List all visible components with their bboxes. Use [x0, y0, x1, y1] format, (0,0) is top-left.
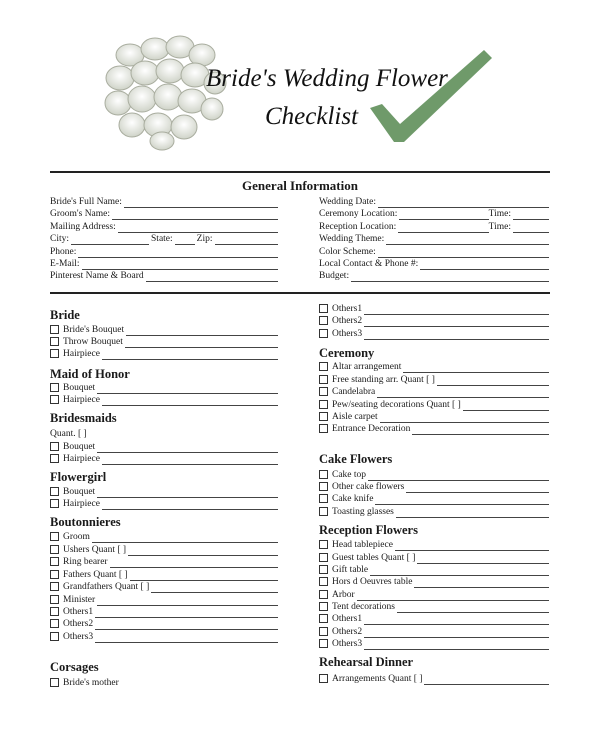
- checklist-item: [50, 581, 278, 593]
- checklist-item-label: Altar arrangement: [332, 362, 402, 372]
- general-field-label: E-Mail:: [50, 259, 80, 269]
- general-field-input[interactable]: [420, 260, 549, 270]
- state-label: State:: [151, 234, 173, 244]
- checklist-item-line[interactable]: [463, 401, 549, 411]
- checklist-item: [319, 423, 549, 435]
- checklist-item-label: Hairpiece: [63, 454, 100, 464]
- checklist-item-line[interactable]: [97, 488, 278, 498]
- general-field-label: Phone:: [50, 247, 77, 257]
- checklist-item: [319, 386, 549, 398]
- checklist-item: [319, 613, 549, 625]
- checklist-item-line[interactable]: [102, 396, 278, 406]
- checklist-item-line[interactable]: [151, 583, 278, 593]
- checkbox[interactable]: [319, 614, 328, 623]
- checklist-item: [50, 441, 278, 453]
- checklist-item-label: Others1: [63, 607, 94, 617]
- checklist-item-label: Free standing arr. Quant [ ]: [332, 375, 435, 385]
- checklist-item: [319, 601, 549, 613]
- checkbox[interactable]: [319, 507, 328, 516]
- checkbox[interactable]: [319, 565, 328, 574]
- checklist-item-line[interactable]: [95, 620, 278, 630]
- checkbox[interactable]: [50, 607, 59, 616]
- checklist-item: [319, 361, 549, 373]
- general-field-input[interactable]: [82, 260, 278, 270]
- checklist-item: [50, 486, 278, 498]
- checklist-item-label: Other cake flowers: [332, 482, 405, 492]
- checklist-item-label: Minister: [63, 595, 96, 605]
- checklist-item: [319, 481, 549, 493]
- checkbox[interactable]: [319, 316, 328, 325]
- checklist-item-label: Bouquet: [63, 442, 96, 452]
- general-right-row: [319, 233, 549, 245]
- checklist-item-label: Fathers Quant [ ]: [63, 570, 128, 580]
- general-field-input[interactable]: [118, 223, 278, 233]
- checklist-item-label: Arbor: [332, 590, 355, 600]
- checkbox[interactable]: [50, 487, 59, 496]
- checkbox[interactable]: [50, 532, 59, 541]
- checklist-item: [319, 564, 549, 576]
- checklist-item-line[interactable]: [97, 596, 278, 606]
- checkbox[interactable]: [50, 595, 59, 604]
- checkbox[interactable]: [319, 540, 328, 549]
- checklist-item-line[interactable]: [403, 363, 549, 373]
- checklist-item-label: Entrance Decoration: [332, 424, 411, 434]
- checklist-item-line[interactable]: [364, 305, 549, 315]
- checklist-item: [319, 493, 549, 505]
- general-left-row: [50, 270, 278, 282]
- checklist-item-label: Others2: [63, 619, 94, 629]
- checkbox[interactable]: [50, 570, 59, 579]
- checklist-item-line[interactable]: [130, 571, 278, 581]
- checklist-item-line[interactable]: [364, 628, 549, 638]
- checklist-item: [50, 618, 278, 630]
- zip-label: Zip:: [196, 234, 213, 244]
- checkbox[interactable]: [319, 627, 328, 636]
- checklist-item-line[interactable]: [95, 633, 278, 643]
- checkbox[interactable]: [319, 400, 328, 409]
- general-info-heading: General Information: [242, 178, 358, 193]
- checklist-item-label: Tent decorations: [332, 602, 395, 612]
- checkbox[interactable]: [50, 582, 59, 591]
- checklist-item-line[interactable]: [370, 566, 549, 576]
- checklist-item: [50, 324, 278, 336]
- checklist-item: [319, 552, 549, 564]
- checklist-item-line[interactable]: [380, 413, 549, 423]
- general-right-row: [319, 258, 549, 270]
- checklist-item-line[interactable]: [417, 554, 549, 564]
- checklist-item-line[interactable]: [126, 326, 278, 336]
- checklist-item-line[interactable]: [97, 384, 278, 394]
- checklist-item-line[interactable]: [128, 546, 278, 556]
- time-field[interactable]: [513, 210, 549, 220]
- checklist-item: [319, 673, 549, 685]
- checklist-item: [50, 382, 278, 394]
- general-field-label: City:: [50, 234, 70, 244]
- checklist-item-line[interactable]: [397, 603, 549, 613]
- checklist-item: [319, 399, 549, 411]
- checklist-item-label: Groom: [63, 532, 90, 542]
- checklist-item: [50, 606, 278, 618]
- checklist-item: [50, 531, 278, 543]
- checklist-item-label: Throw Bouquet: [63, 337, 123, 347]
- general-left-row: [50, 208, 278, 220]
- section-title: Boutonnieres: [50, 515, 121, 529]
- section-title: Flowergirl: [50, 470, 107, 484]
- checklist-item-label: Bride's Bouquet: [63, 325, 125, 335]
- checkbox[interactable]: [319, 482, 328, 491]
- section-title: Reception Flowers: [319, 523, 418, 537]
- general-field-label: Color Scheme:: [319, 247, 376, 257]
- state-field[interactable]: [175, 235, 195, 245]
- checklist-item-label: Others2: [332, 627, 363, 637]
- checklist-item: [319, 638, 549, 650]
- checklist-item-line[interactable]: [368, 471, 549, 481]
- mid-rule: [50, 292, 550, 294]
- general-field-input[interactable]: [378, 248, 549, 258]
- general-field-input[interactable]: [78, 248, 278, 258]
- checklist-item: [319, 328, 549, 340]
- general-left-row: [50, 258, 278, 270]
- checklist-item-line[interactable]: [364, 640, 549, 650]
- general-field-input[interactable]: [146, 272, 278, 282]
- checkbox[interactable]: [50, 499, 59, 508]
- checkbox[interactable]: [50, 383, 59, 392]
- checklist-item-line[interactable]: [437, 376, 549, 386]
- time-label: Time:: [488, 209, 511, 219]
- checklist-item-label: Hairpiece: [63, 395, 100, 405]
- general-right-row: [319, 196, 549, 208]
- location-field[interactable]: [399, 210, 488, 220]
- checklist-item-label: Guest tables Quant [ ]: [332, 553, 416, 563]
- checklist-item: [319, 589, 549, 601]
- checklist-item: [50, 336, 278, 348]
- section-title: Maid of Honor: [50, 367, 130, 381]
- checklist-item: [50, 594, 278, 606]
- city-field[interactable]: [71, 235, 149, 245]
- general-field-input[interactable]: [112, 210, 278, 220]
- checklist-item-line[interactable]: [377, 388, 549, 398]
- checklist-item-line[interactable]: [125, 338, 278, 348]
- checklist-item-line[interactable]: [424, 675, 549, 685]
- zip-field[interactable]: [215, 235, 279, 245]
- section-title: Bridesmaids: [50, 411, 117, 425]
- checkbox[interactable]: [319, 494, 328, 503]
- checklist-item-line[interactable]: [357, 591, 549, 601]
- checkbox[interactable]: [50, 337, 59, 346]
- checklist-item-line[interactable]: [364, 317, 549, 327]
- section-title: Ceremony: [319, 346, 375, 360]
- checkbox[interactable]: [50, 557, 59, 566]
- general-field-input[interactable]: [378, 198, 549, 208]
- checklist-item-label: Toasting glasses: [332, 507, 394, 517]
- checklist-item-label: Candelabra: [332, 387, 376, 397]
- checklist-item-label: Ring bearer: [63, 557, 108, 567]
- checkbox[interactable]: [319, 387, 328, 396]
- checkbox[interactable]: [319, 412, 328, 421]
- checklist-item-label: Others1: [332, 614, 363, 624]
- checkbox[interactable]: [50, 325, 59, 334]
- checklist-item: [50, 498, 278, 510]
- checklist-item-line[interactable]: [414, 578, 549, 588]
- checklist-item-label: Hairpiece: [63, 349, 100, 359]
- checkbox[interactable]: [319, 602, 328, 611]
- checklist-item-line[interactable]: [92, 533, 278, 543]
- general-right-row: [319, 208, 549, 220]
- general-left-row: [50, 246, 278, 258]
- checklist-item-line[interactable]: [102, 455, 278, 465]
- checklist-item: [319, 469, 549, 481]
- checkbox[interactable]: [319, 329, 328, 338]
- general-right-row: [319, 221, 549, 233]
- title-line-2: Checklist: [265, 103, 359, 130]
- checklist-item-line[interactable]: [95, 608, 278, 618]
- checklist-item: [50, 631, 278, 643]
- checklist-item-line[interactable]: [412, 425, 549, 435]
- checklist-item-line[interactable]: [395, 541, 549, 551]
- checklist-item-label: Head tablepiece: [332, 540, 393, 550]
- checklist-item-line[interactable]: [375, 495, 549, 505]
- checklist-item-label: Others3: [332, 329, 363, 339]
- checklist-item: [50, 394, 278, 406]
- general-left-row: [50, 196, 278, 208]
- location-field[interactable]: [398, 223, 488, 233]
- checkbox[interactable]: [319, 424, 328, 433]
- checklist-item-line[interactable]: [102, 350, 278, 360]
- checklist-item-label: Hairpiece: [63, 499, 100, 509]
- checklist-item-line[interactable]: [364, 615, 549, 625]
- checklist-item: [50, 348, 278, 360]
- general-field-label: Wedding Theme:: [319, 234, 385, 244]
- section-title: Corsages: [50, 660, 99, 674]
- checklist-item-line[interactable]: [102, 500, 278, 510]
- general-field-label: Reception Location:: [319, 222, 397, 232]
- general-left-row: [50, 233, 278, 245]
- checklist-item: [319, 626, 549, 638]
- general-right-row: [319, 270, 549, 282]
- checklist-item-label: Gift table: [332, 565, 369, 575]
- checklist-item: [319, 315, 549, 327]
- general-field-input[interactable]: [386, 235, 549, 245]
- checklist-item-label: Ushers Quant [ ]: [63, 545, 127, 555]
- checklist-item-label: Bouquet: [63, 383, 96, 393]
- checklist-item-label: Aisle carpet: [332, 412, 378, 422]
- checklist-item: [319, 411, 549, 423]
- checklist-item-label: Cake top: [332, 470, 367, 480]
- checkbox[interactable]: [50, 632, 59, 641]
- checklist-item-label: Others1: [332, 304, 363, 314]
- checkbox[interactable]: [50, 349, 59, 358]
- general-left-row: [50, 221, 278, 233]
- checkbox[interactable]: [319, 674, 328, 683]
- checklist-item: [50, 544, 278, 556]
- checkbox[interactable]: [319, 590, 328, 599]
- general-field-label: Budget:: [319, 271, 350, 281]
- checklist-item-line[interactable]: [97, 443, 278, 453]
- general-field-input[interactable]: [124, 198, 278, 208]
- checklist-item-line[interactable]: [396, 508, 549, 518]
- general-field-label: Ceremony Location:: [319, 209, 398, 219]
- top-rule: [50, 171, 550, 173]
- general-field-label: Pinterest Name & Board: [50, 271, 144, 281]
- general-field-label: Wedding Date:: [319, 197, 377, 207]
- checklist-item-label: Others3: [63, 632, 94, 642]
- general-field-label: Bride's Full Name:: [50, 197, 122, 207]
- checkbox[interactable]: [50, 454, 59, 463]
- time-field[interactable]: [513, 223, 549, 233]
- checklist-item: [319, 506, 549, 518]
- checklist-item-line[interactable]: [110, 558, 278, 568]
- checklist-item-label: Bride's mother: [63, 678, 119, 688]
- checklist-item: [319, 303, 549, 315]
- checklist-item-label: Cake knife: [332, 494, 374, 504]
- checklist-item-label: Grandfathers Quant [ ]: [63, 582, 150, 592]
- bridesmaids-quant: Quant. [ ]: [50, 429, 87, 439]
- general-field-label: Local Contact & Phone #:: [319, 259, 419, 269]
- checkbox[interactable]: [319, 304, 328, 313]
- checkbox[interactable]: [50, 395, 59, 404]
- checkbox[interactable]: [319, 362, 328, 371]
- checklist-item-label: Others3: [332, 639, 363, 649]
- checklist-item-label: Bouquet: [63, 487, 96, 497]
- general-field-input[interactable]: [351, 272, 549, 282]
- checkbox[interactable]: [319, 577, 328, 586]
- checklist-item: [319, 539, 549, 551]
- checkbox[interactable]: [50, 678, 59, 687]
- checkmark-icon: [366, 46, 494, 146]
- checklist-item-label: Others2: [332, 316, 363, 326]
- general-field-label: Groom's Name:: [50, 209, 111, 219]
- checklist-item: [50, 569, 278, 581]
- checklist-item-label: Pew/seating decorations Quant [ ]: [332, 400, 461, 410]
- checkbox[interactable]: [50, 619, 59, 628]
- checkbox[interactable]: [50, 545, 59, 554]
- checkbox[interactable]: [50, 442, 59, 451]
- general-right-row: [319, 246, 549, 258]
- time-label: Time:: [488, 222, 511, 232]
- checklist-item-line[interactable]: [364, 330, 549, 340]
- checklist-item-line[interactable]: [406, 483, 549, 493]
- checklist-item: [319, 576, 549, 588]
- checklist-item: [50, 453, 278, 465]
- checklist-item: [319, 374, 549, 386]
- section-title: Bride: [50, 308, 80, 322]
- checkbox[interactable]: [319, 639, 328, 648]
- section-title: Cake Flowers: [319, 452, 393, 466]
- checklist-item: [50, 556, 278, 568]
- general-field-label: Mailing Address:: [50, 222, 116, 232]
- checklist-item-label: Arrangements Quant [ ]: [332, 674, 423, 684]
- checkbox[interactable]: [319, 375, 328, 384]
- title-line-1: Bride's Wedding Flower: [206, 65, 448, 92]
- checkbox[interactable]: [319, 553, 328, 562]
- checklist-item-label: Hors d Oeuvres table: [332, 577, 413, 587]
- checklist-item: [50, 677, 119, 689]
- checkbox[interactable]: [319, 470, 328, 479]
- section-title: Rehearsal Dinner: [319, 655, 414, 669]
